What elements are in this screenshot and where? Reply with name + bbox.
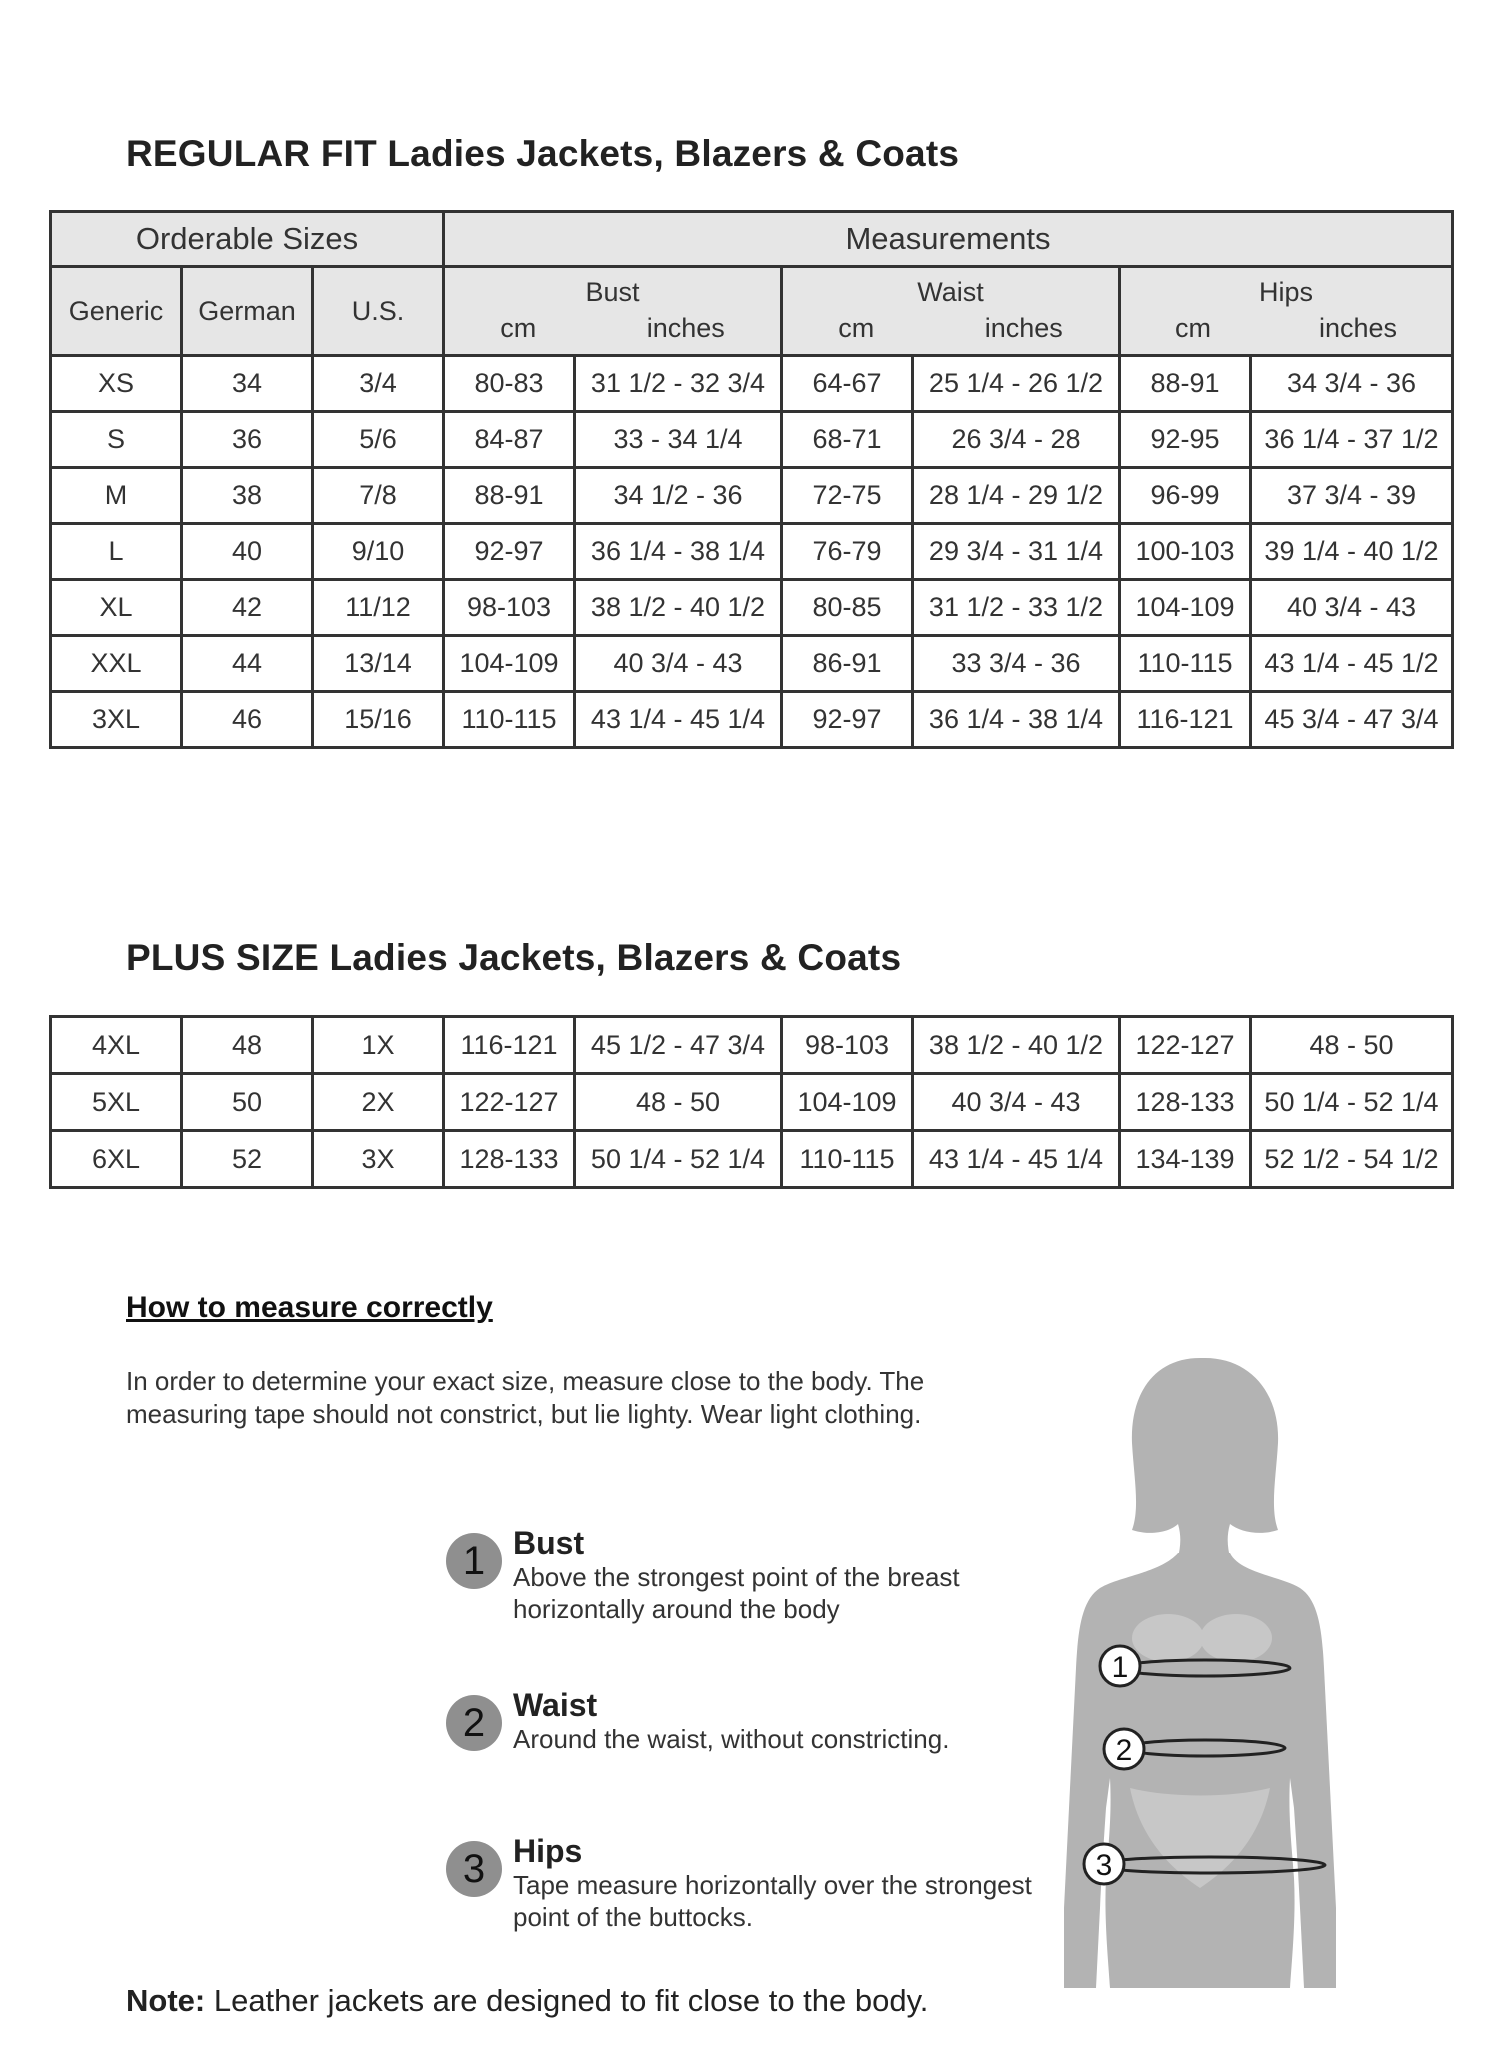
plus-table-body bbox=[51, 1017, 1453, 1188]
waist-inches-label: inches bbox=[984, 313, 1063, 343]
table-cell: 5XL bbox=[51, 1074, 182, 1131]
table-cell: 29 3/4 - 31 1/4 bbox=[913, 524, 1120, 580]
table-cell: 5/6 bbox=[313, 412, 444, 468]
table-cell: 6XL bbox=[51, 1131, 182, 1188]
table-cell: 38 1/2 - 40 1/2 bbox=[913, 1017, 1120, 1074]
bust-inches-label: inches bbox=[646, 313, 725, 343]
table-cell: 36 1/4 - 38 1/4 bbox=[575, 524, 782, 580]
plus-size-title: PLUS SIZE Ladies Jackets, Blazers & Coats bbox=[126, 937, 902, 978]
table-cell: 50 1/4 - 52 1/4 bbox=[1251, 1074, 1453, 1131]
table-cell: M bbox=[51, 468, 182, 524]
table-cell: 116-121 bbox=[444, 1017, 575, 1074]
table-cell: 40 3/4 - 43 bbox=[913, 1074, 1120, 1131]
table-cell: 38 1/2 - 40 1/2 bbox=[575, 580, 782, 636]
table-row bbox=[51, 468, 1453, 524]
step-description: Tape measure horizontally over the strongest point of the buttocks. bbox=[513, 1870, 1032, 1932]
table-cell: XS bbox=[51, 356, 182, 412]
table-row bbox=[51, 580, 1453, 636]
table-cell: 104-109 bbox=[444, 636, 575, 692]
figure-marker-3: 3 bbox=[1095, 1849, 1113, 1882]
table-cell: 26 3/4 - 28 bbox=[913, 412, 1120, 468]
table-cell: 40 3/4 - 43 bbox=[1251, 580, 1453, 636]
step-number-badge: 1 bbox=[446, 1533, 502, 1589]
step-number-badge: 2 bbox=[446, 1695, 502, 1751]
step-name: Hips bbox=[513, 1833, 583, 1869]
hips-group-label: Hips bbox=[1258, 277, 1313, 307]
table-cell: 4XL bbox=[51, 1017, 182, 1074]
table-cell: L bbox=[51, 524, 182, 580]
table-cell: 13/14 bbox=[313, 636, 444, 692]
col-us-header: U.S. bbox=[313, 267, 444, 356]
table-cell: 39 1/4 - 40 1/2 bbox=[1251, 524, 1453, 580]
table-cell: 110-115 bbox=[1120, 636, 1251, 692]
table-cell: 44 bbox=[182, 636, 313, 692]
table-cell: 48 - 50 bbox=[1251, 1017, 1453, 1074]
step-name: Waist bbox=[513, 1687, 598, 1723]
table-cell: 33 - 34 1/4 bbox=[575, 412, 782, 468]
body-silhouette-figure bbox=[1060, 1348, 1360, 2008]
table-cell: 80-83 bbox=[444, 356, 575, 412]
table-cell: 92-97 bbox=[444, 524, 575, 580]
table-cell: 92-97 bbox=[782, 692, 913, 748]
table-cell: 37 3/4 - 39 bbox=[1251, 468, 1453, 524]
orderable-sizes-header: Orderable Sizes bbox=[51, 212, 444, 267]
table-cell: 31 1/2 - 33 1/2 bbox=[913, 580, 1120, 636]
hips-cm-label: cm bbox=[1174, 313, 1211, 343]
table-cell: 31 1/2 - 32 3/4 bbox=[575, 356, 782, 412]
table-cell: 68-71 bbox=[782, 412, 913, 468]
step-description: Around the waist, without constricting. bbox=[513, 1724, 950, 1754]
table-cell: 110-115 bbox=[444, 692, 575, 748]
table-cell: 110-115 bbox=[782, 1131, 913, 1188]
table-cell: 128-133 bbox=[444, 1131, 575, 1188]
table-cell: 3/4 bbox=[313, 356, 444, 412]
col-generic-header: Generic bbox=[51, 267, 182, 356]
table-cell: 86-91 bbox=[782, 636, 913, 692]
table-row bbox=[51, 356, 1453, 412]
table-row bbox=[51, 1017, 1453, 1074]
table-cell: 1X bbox=[313, 1017, 444, 1074]
table-header-row-2 bbox=[51, 267, 1453, 356]
table-cell: 50 bbox=[182, 1074, 313, 1131]
table-cell: 34 bbox=[182, 356, 313, 412]
table-cell: 42 bbox=[182, 580, 313, 636]
table-cell: 34 3/4 - 36 bbox=[1251, 356, 1453, 412]
table-cell: 134-139 bbox=[1120, 1131, 1251, 1188]
waist-cm-label: cm bbox=[838, 313, 875, 343]
table-cell: 43 1/4 - 45 1/4 bbox=[913, 1131, 1120, 1188]
table-cell: XXL bbox=[51, 636, 182, 692]
table-cell: 7/8 bbox=[313, 468, 444, 524]
table-cell: 15/16 bbox=[313, 692, 444, 748]
bust-group-label: Bust bbox=[585, 277, 640, 307]
table-cell: 9/10 bbox=[313, 524, 444, 580]
table-header-row-1 bbox=[51, 212, 1453, 267]
table-cell: 3X bbox=[313, 1131, 444, 1188]
table-cell: 64-67 bbox=[782, 356, 913, 412]
table-cell: 46 bbox=[182, 692, 313, 748]
table-cell: 36 bbox=[182, 412, 313, 468]
note-text: Leather jackets are designed to fit close to the body. bbox=[205, 1983, 929, 2018]
bust-cm-label: cm bbox=[500, 313, 537, 343]
step-number-badge: 3 bbox=[446, 1841, 502, 1897]
table-cell: 40 bbox=[182, 524, 313, 580]
table-cell: 45 3/4 - 47 3/4 bbox=[1251, 692, 1453, 748]
table-cell: S bbox=[51, 412, 182, 468]
table-cell: 52 1/2 - 54 1/2 bbox=[1251, 1131, 1453, 1188]
table-cell: 100-103 bbox=[1120, 524, 1251, 580]
table-cell: 43 1/4 - 45 1/2 bbox=[1251, 636, 1453, 692]
table-cell: 84-87 bbox=[444, 412, 575, 468]
measure-intro-text: In order to determine your exact size, measure close to the body. The measuring tape should not constrict, but lie lighty. Wear light clothing. bbox=[126, 1366, 925, 1429]
table-cell: 104-109 bbox=[782, 1074, 913, 1131]
regular-size-table bbox=[49, 210, 1454, 749]
hips-group-header bbox=[1120, 267, 1453, 356]
table-row bbox=[51, 524, 1453, 580]
table-cell: 2X bbox=[313, 1074, 444, 1131]
table-cell: 98-103 bbox=[782, 1017, 913, 1074]
table-cell: 88-91 bbox=[444, 468, 575, 524]
table-cell: 48 bbox=[182, 1017, 313, 1074]
table-cell: 122-127 bbox=[444, 1074, 575, 1131]
table-cell: 40 3/4 - 43 bbox=[575, 636, 782, 692]
regular-table-body bbox=[51, 356, 1453, 748]
table-cell: 98-103 bbox=[444, 580, 575, 636]
table-row bbox=[51, 1131, 1453, 1188]
table-cell: 104-109 bbox=[1120, 580, 1251, 636]
table-cell: 116-121 bbox=[1120, 692, 1251, 748]
table-cell: 128-133 bbox=[1120, 1074, 1251, 1131]
table-cell: 122-127 bbox=[1120, 1017, 1251, 1074]
table-cell: 45 1/2 - 47 3/4 bbox=[575, 1017, 782, 1074]
table-cell: 36 1/4 - 37 1/2 bbox=[1251, 412, 1453, 468]
table-cell: 80-85 bbox=[782, 580, 913, 636]
figure-marker-1: 1 bbox=[1111, 1651, 1129, 1684]
bust-group-header bbox=[444, 267, 782, 356]
table-cell: 11/12 bbox=[313, 580, 444, 636]
leather-note bbox=[126, 1983, 928, 2019]
table-cell: 25 1/4 - 26 1/2 bbox=[913, 356, 1120, 412]
table-cell: 36 1/4 - 38 1/4 bbox=[913, 692, 1120, 748]
waist-group-label: Waist bbox=[917, 277, 984, 307]
table-row bbox=[51, 412, 1453, 468]
table-cell: 76-79 bbox=[782, 524, 913, 580]
table-cell: 3XL bbox=[51, 692, 182, 748]
step-name: Bust bbox=[513, 1525, 585, 1561]
waist-group-header bbox=[782, 267, 1120, 356]
table-row bbox=[51, 636, 1453, 692]
table-cell: 52 bbox=[182, 1131, 313, 1188]
regular-fit-title: REGULAR FIT Ladies Jackets, Blazers & Coats bbox=[126, 133, 960, 174]
table-cell: 28 1/4 - 29 1/2 bbox=[913, 468, 1120, 524]
table-row bbox=[51, 692, 1453, 748]
note-label: Note: bbox=[126, 1983, 206, 2018]
measurements-header: Measurements bbox=[444, 212, 1453, 267]
table-cell: 72-75 bbox=[782, 468, 913, 524]
step-description: Above the strongest point of the breast horizontally around the body bbox=[513, 1562, 960, 1624]
table-cell: XL bbox=[51, 580, 182, 636]
col-german-header: German bbox=[182, 267, 313, 356]
table-row bbox=[51, 1074, 1453, 1131]
how-to-measure-heading: How to measure correctly bbox=[126, 1291, 493, 1324]
table-cell: 88-91 bbox=[1120, 356, 1251, 412]
table-cell: 50 1/4 - 52 1/4 bbox=[575, 1131, 782, 1188]
plus-size-table bbox=[49, 1015, 1454, 1189]
table-cell: 34 1/2 - 36 bbox=[575, 468, 782, 524]
table-cell: 96-99 bbox=[1120, 468, 1251, 524]
table-cell: 92-95 bbox=[1120, 412, 1251, 468]
table-cell: 43 1/4 - 45 1/4 bbox=[575, 692, 782, 748]
table-cell: 38 bbox=[182, 468, 313, 524]
figure-marker-2: 2 bbox=[1115, 1734, 1133, 1767]
table-cell: 33 3/4 - 36 bbox=[913, 636, 1120, 692]
hips-inches-label: inches bbox=[1318, 313, 1397, 343]
table-cell: 48 - 50 bbox=[575, 1074, 782, 1131]
